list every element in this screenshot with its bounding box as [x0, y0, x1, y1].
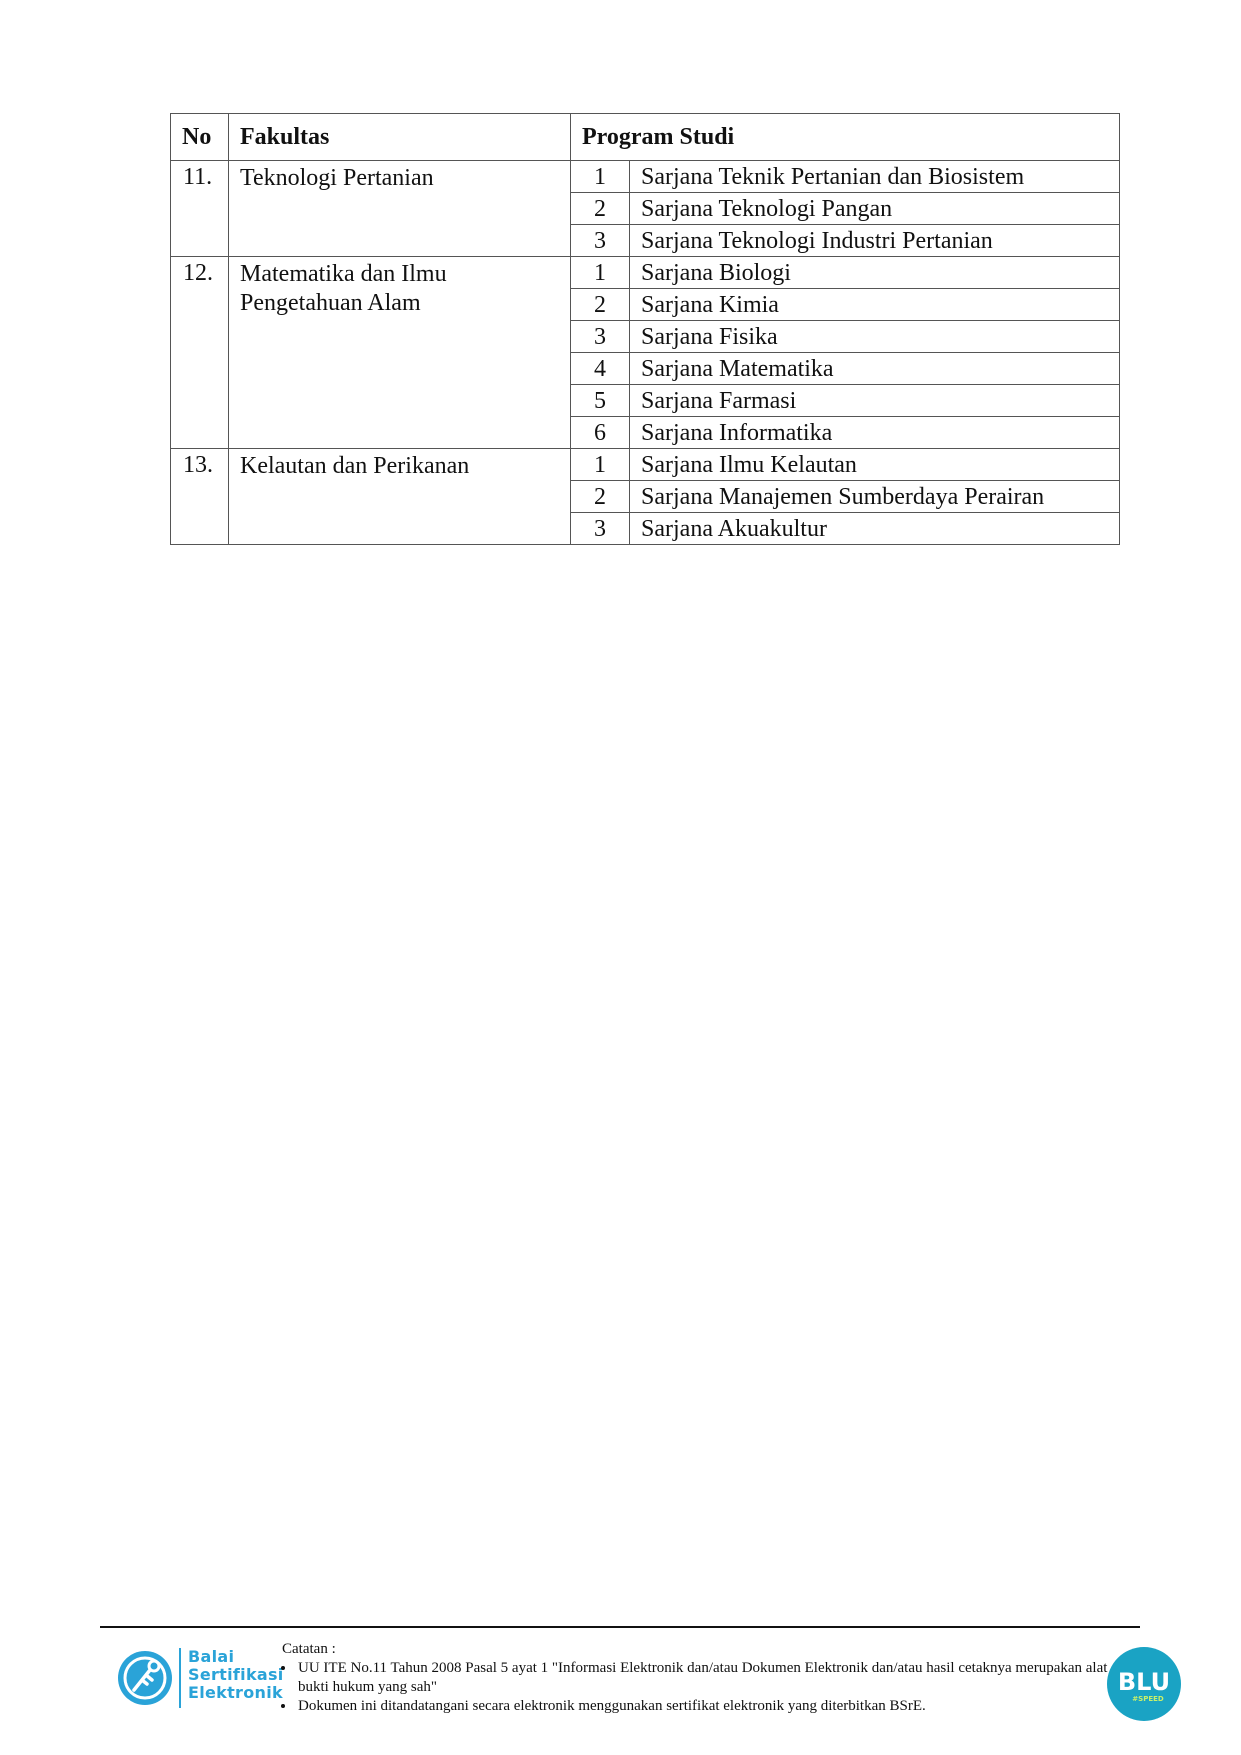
- program-number: 3: [571, 513, 630, 545]
- program-name: Sarjana Biologi: [630, 257, 1120, 289]
- program-name: Sarjana Farmasi: [630, 385, 1120, 417]
- program-row: [571, 257, 1119, 289]
- program-name: Sarjana Informatika: [641, 419, 833, 446]
- note-item: • Dokumen ini ditandatangani secara elektronik menggunakan sertifikat elektronik yang diterbitkan BSrE.: [296, 1697, 1112, 1716]
- faculty-name: Teknologi Pertanian: [229, 161, 571, 257]
- program-number: 6: [571, 417, 630, 449]
- blu-logo-text: BLU: [1117, 1668, 1171, 1696]
- faculty-program-table: [170, 113, 1120, 545]
- program-name: Sarjana Teknik Pertanian dan Biosistem: [630, 161, 1120, 193]
- faculty-number: 12.: [171, 257, 229, 449]
- header-no: No: [171, 114, 229, 161]
- program-number: 3: [571, 321, 630, 353]
- program-list: [571, 257, 1119, 448]
- key-icon: [118, 1651, 172, 1705]
- program-row: [571, 385, 1119, 417]
- program-name: Sarjana Fisika: [630, 321, 1120, 353]
- bsre-line-2: Sertifikasi: [188, 1665, 284, 1684]
- program-name: Sarjana Teknologi Pangan: [630, 193, 1120, 225]
- program-list-cell: [571, 257, 1120, 449]
- note-item: • UU ITE No.11 Tahun 2008 Pasal 5 ayat 1 "Informasi Elektronik dan/atau Dokumen Elektronik dan/atau hasil cetaknya merupakan alat bukti hukum yang sah": [296, 1659, 1112, 1697]
- program-row: [571, 289, 1119, 321]
- program-name: Sarjana Kimia: [630, 289, 1120, 321]
- program-row: [571, 417, 1119, 449]
- table-body: [171, 161, 1120, 545]
- program-name: Sarjana Teknologi Industri Pertanian: [641, 227, 993, 254]
- program-number: 2: [571, 193, 630, 225]
- program-row: [571, 449, 1119, 481]
- program-row: [571, 513, 1119, 545]
- program-number: 5: [571, 385, 630, 417]
- program-list-cell: [571, 449, 1120, 545]
- bsre-line-3: Elektronik: [188, 1683, 283, 1702]
- program-number: 2: [571, 289, 630, 321]
- program-list: [571, 161, 1119, 256]
- table-header-row: [171, 114, 1120, 161]
- program-row: [571, 161, 1119, 193]
- blu-logo: [1106, 1646, 1182, 1722]
- program-row: [571, 353, 1119, 385]
- bsre-line-1: Balai: [188, 1647, 235, 1666]
- program-number: 1: [571, 161, 630, 193]
- faculty-number: 11.: [171, 161, 229, 257]
- program-name: Sarjana Akuakultur: [641, 515, 827, 542]
- program-row: [571, 193, 1119, 225]
- program-list: [571, 449, 1119, 544]
- program-number: 2: [571, 481, 630, 513]
- program-number: 1: [571, 257, 630, 289]
- program-number: 4: [571, 353, 630, 385]
- faculty-name: Kelautan dan Perikanan: [229, 449, 571, 545]
- faculty-name: Matematika dan Ilmu Pengetahuan Alam: [229, 257, 571, 449]
- table-row: [171, 161, 1120, 257]
- header-fakultas: Fakultas: [229, 114, 571, 161]
- blu-logo-subtext: #SPEED: [1132, 1695, 1164, 1703]
- program-name: Sarjana Ilmu Kelautan: [630, 449, 1120, 481]
- footer-notes: [282, 1640, 1112, 1716]
- program-name: Sarjana Manajemen Sumberdaya Perairan: [630, 481, 1120, 513]
- program-row: [571, 481, 1119, 513]
- footer-divider: [100, 1626, 1140, 1628]
- program-row: [571, 321, 1119, 353]
- table-row: [171, 449, 1120, 545]
- header-program-studi: Program Studi: [571, 114, 1120, 161]
- program-name: Sarjana Matematika: [630, 353, 1120, 385]
- bsre-logo-text: [188, 1648, 284, 1702]
- faculty-number: 13.: [171, 449, 229, 545]
- table-row: [171, 257, 1120, 449]
- notes-title: Catatan :: [282, 1641, 336, 1657]
- program-number: 1: [571, 449, 630, 481]
- program-row: [571, 225, 1119, 257]
- program-list-cell: [571, 161, 1120, 257]
- program-number: 3: [571, 225, 630, 257]
